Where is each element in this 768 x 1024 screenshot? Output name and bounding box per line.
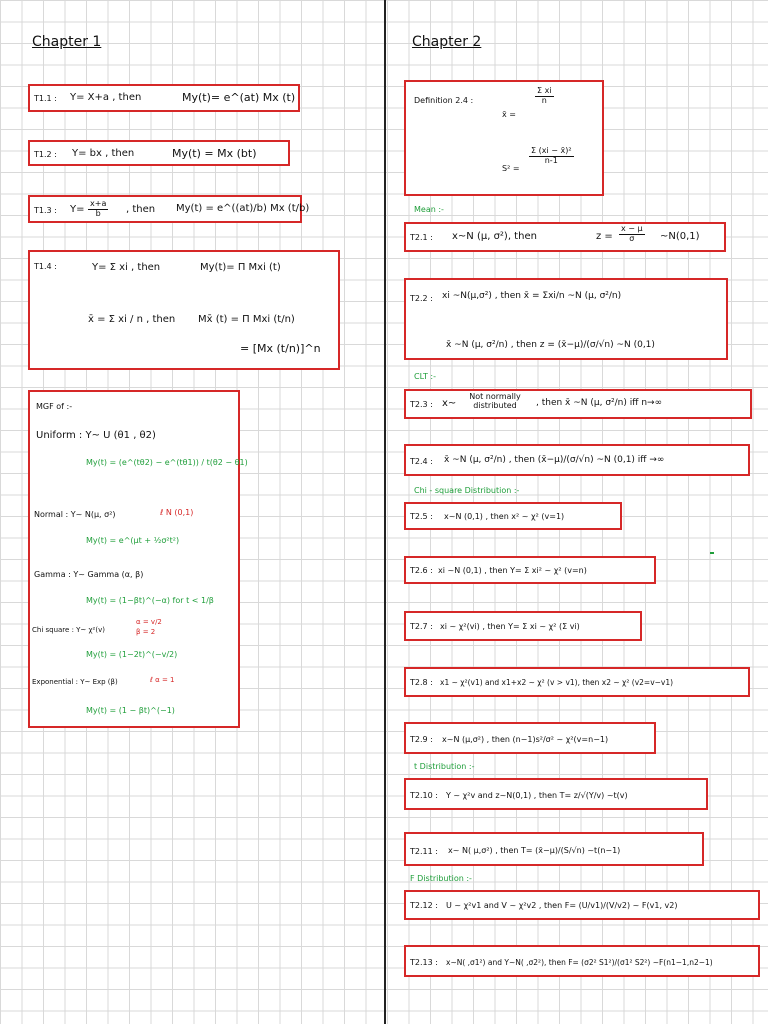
t2-10-text: Y ~ χ²v and z~N(0,1) , then T= z/√(Y/v) ~t(v) <box>446 791 628 800</box>
mgf-exp-formula: My(t) = (1 − βt)^(−1) <box>86 706 175 715</box>
t2-2-line2: x̄ ~N (μ, σ²/n) , then z = (x̄−μ)/(σ/√n) ~N (0,1) <box>446 340 655 350</box>
def-2-4-s2-frac <box>526 146 577 166</box>
t2-3-note: Not normally distributed <box>469 392 521 410</box>
t2-8-text: x1 ~ χ²(v1) and x1+x2 ~ χ² (v > v1), then x2 ~ χ² (v2=v−v1) <box>440 678 674 687</box>
t1-3-box <box>28 195 310 223</box>
t1-1-box <box>28 84 300 112</box>
t2-1-text: x~N (μ, σ²), then <box>452 231 537 242</box>
t1-4-label: T1.4 : <box>34 262 57 271</box>
t2-7-text: xi ~ χ²(vi) , then Y= Σ xi ~ χ² (Σ vi) <box>440 622 580 631</box>
t-distribution-heading: t Distribution :- <box>414 762 475 771</box>
t1-4-line1-lhs: Y= Σ xi , then <box>92 262 161 273</box>
mgf-heading: MGF of :- <box>36 402 73 411</box>
t1-2-label: T1.2 : <box>34 150 57 159</box>
t1-4-box <box>28 250 340 370</box>
t2-2-line1: xi ~N(μ,σ²) , then x̄ = Σxi/n ~N (μ, σ²/n) <box>442 291 622 301</box>
t2-1-tail: ~N(0,1) <box>660 231 700 242</box>
page-divider <box>384 0 386 1024</box>
t1-2-rhs: My(t) = Mx (bt) <box>172 147 257 160</box>
stray-mark <box>710 552 714 554</box>
t2-6-box <box>404 556 656 584</box>
t2-1-label: T2.1 : <box>410 233 433 242</box>
t2-1-z: z = <box>596 231 613 242</box>
mgf-exp-label: Exponential : Y~ Exp (β) <box>32 678 118 686</box>
t2-2-box <box>404 278 728 360</box>
def-2-4-label: Definition 2.4 : <box>414 96 474 105</box>
t2-12-text: U ~ χ²v1 and V ~ χ²v2 , then F= (U/v1)/(V/v2) ~ F(v1, v2) <box>446 901 678 910</box>
t2-13-box <box>404 945 760 977</box>
t1-4-line1-rhs: My(t)= Π Mxi (t) <box>200 262 281 273</box>
t1-4-line2-rhs: Mx̄ (t) = Π Mxi (t/n) <box>198 314 295 325</box>
mgf-uniform-formula: My(t) = (e^(tθ2) − e^(tθ1)) / t(θ2 − θ1) <box>86 458 248 467</box>
t2-1-frac <box>616 224 648 244</box>
t1-3-label: T1.3 : <box>34 206 57 215</box>
t2-11-text: x~ N( μ,σ²) , then T= (x̄−μ)/(S/√n) ~t(n−1) <box>448 846 621 855</box>
mgf-gamma-label: Gamma : Y~ Gamma (α, β) <box>34 570 144 579</box>
t2-3-label: T2.3 : <box>410 400 433 409</box>
mgf-normal-label: Normal : Y~ N(μ, σ²) <box>34 510 116 519</box>
t2-5-text: x~N (0,1) , then x² ~ χ² (v=1) <box>444 512 565 521</box>
t1-3-frac-den: b <box>95 209 101 218</box>
def-2-4-xbar-den: n <box>541 96 547 105</box>
t2-5-label: T2.5 : <box>410 512 433 521</box>
t2-11-box <box>404 832 704 866</box>
t2-11-label: T2.11 : <box>410 847 438 856</box>
t1-1-lhs: Y= X+a , then <box>70 92 142 103</box>
t1-3-fraction <box>85 199 111 219</box>
mgf-exp-note: ℓ α = 1 <box>150 676 175 684</box>
mgf-chi-note2: β = 2 <box>136 628 156 636</box>
t2-6-text: xi ~N (0,1) , then Y= Σ xi² ~ χ² (v=n) <box>438 566 587 575</box>
t2-9-box <box>404 722 656 754</box>
t2-10-label: T2.10 : <box>410 791 438 800</box>
mgf-gamma-formula: My(t) = (1−βt)^(−α) for t < 1/β <box>86 596 214 605</box>
mgf-chi-formula: My(t) = (1−2t)^(−v/2) <box>86 650 178 659</box>
t2-7-label: T2.7 : <box>410 622 433 631</box>
mgf-uniform-label: Uniform : Y~ U (θ1 , θ2) <box>36 430 156 441</box>
f-distribution-heading: F Distribution :- <box>410 874 472 883</box>
t2-8-box <box>404 667 750 697</box>
t2-8-label: T2.8 : <box>410 678 433 687</box>
t2-6-label: T2.6 : <box>410 566 433 575</box>
t1-4-line3: = [Mx (t/n)]^n <box>240 342 321 355</box>
def-2-4-xbar-frac <box>532 86 557 106</box>
t2-4-label: T2.4 : <box>410 457 433 466</box>
t2-1-den: σ <box>629 234 635 243</box>
t2-13-text: x~N( ,σ1²) and Y~N( ,σ2²), then F= (σ2² S1²)/(σ1² S2²) ~F(n1−1,n2−1) <box>446 958 713 967</box>
t2-3-box <box>404 389 752 419</box>
t2-3-text2: , then x̄ ~N (μ, σ²/n) iff n→∞ <box>536 398 663 408</box>
t2-7-box <box>404 611 642 641</box>
def-2-4-s2-num: Σ (xi − x̄)² <box>531 146 572 156</box>
t1-3-lhs: Y= <box>70 204 85 215</box>
t1-2-box <box>28 140 290 166</box>
t2-9-label: T2.9 : <box>410 735 433 744</box>
t1-3-then: , then <box>126 204 156 215</box>
t2-9-text: x~N (μ,σ²) , then (n−1)s²/σ² ~ χ²(v=n−1) <box>442 735 609 744</box>
mgf-chi-note1: α = v/2 <box>136 618 162 626</box>
t2-12-box <box>404 890 760 920</box>
t2-4-box <box>404 444 750 476</box>
t2-10-box <box>404 778 708 810</box>
chapter1-title: Chapter 1 <box>32 34 102 50</box>
mgf-normal-note: ℓ N (0,1) <box>160 508 194 517</box>
t1-3-frac-num: x+a <box>90 199 107 209</box>
mean-heading: Mean :- <box>414 205 444 214</box>
t2-2-label: T2.2 : <box>410 294 433 303</box>
t1-2-lhs: Y= bx , then <box>72 148 135 159</box>
def-2-4-s2: S² = <box>502 164 520 173</box>
t2-1-box <box>404 222 726 252</box>
t2-4-text: x̄ ~N (μ, σ²/n) , then (x̄−μ)/(σ/√n) ~N (0,1) iff →∞ <box>444 455 665 465</box>
mgf-chi-label: Chi square : Y~ χ²(v) <box>32 626 105 634</box>
t2-1-num: x − μ <box>621 224 643 234</box>
t1-3-rhs: My(t) = e^((at)/b) Mx (t/b) <box>176 203 310 214</box>
chi-square-heading: Chi - square Distribution :- <box>414 486 520 495</box>
t1-4-line2-lhs: x̄ = Σ xi / n , then <box>88 314 176 325</box>
t2-3-text1: x~ <box>442 398 457 409</box>
def-2-4-s2-den: n-1 <box>544 156 558 165</box>
mgf-normal-formula: My(t) = e^(μt + ½σ²t²) <box>86 536 180 545</box>
t2-13-label: T2.13 : <box>410 958 438 967</box>
t2-5-box <box>404 502 622 530</box>
def-2-4-xbar: x̄ = <box>502 110 516 119</box>
def-2-4-box <box>404 80 604 196</box>
mgf-box <box>28 390 248 728</box>
t2-12-label: T2.12 : <box>410 901 438 910</box>
t1-1-rhs: My(t)= e^(at) Mx (t) <box>182 91 296 104</box>
chapter2-title: Chapter 2 <box>412 34 482 50</box>
clt-heading: CLT :- <box>414 372 436 381</box>
def-2-4-xbar-num: Σ xi <box>537 86 552 96</box>
t1-1-label: T1.1 : <box>34 94 57 103</box>
